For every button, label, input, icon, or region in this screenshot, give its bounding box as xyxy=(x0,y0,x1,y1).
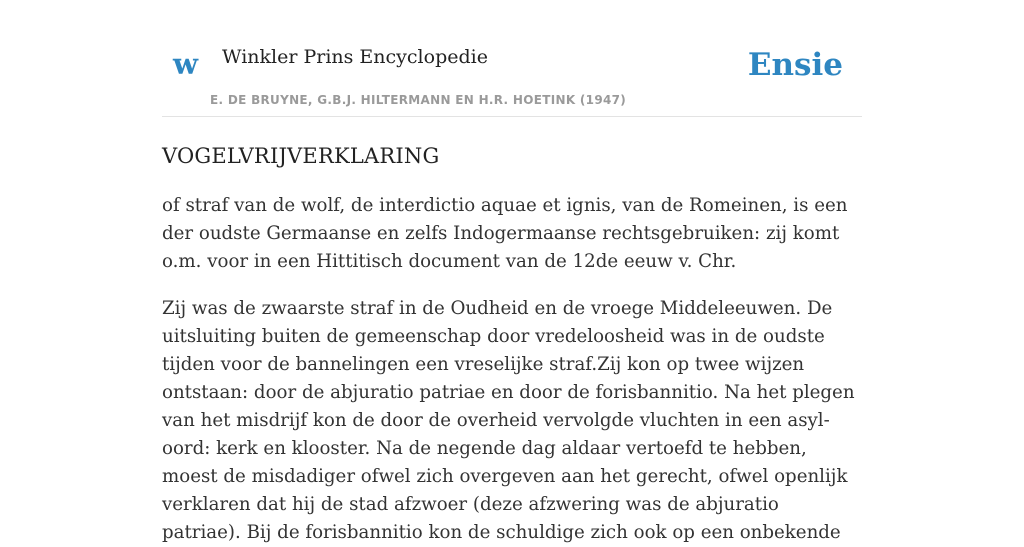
site-title-link[interactable]: Winkler Prins Encyclopedie xyxy=(222,46,488,68)
article-title: VOGELVRIJVERKLARING xyxy=(162,144,440,168)
brand-logo-link[interactable]: Ensie xyxy=(747,47,843,83)
article-paragraph-1: of straf van de wolf, de interdictio aquae et ignis, van de Romeinen, is een der oudste Germaanse en zelfs Indogermaanse rechtsgebruiken: zij komt o.m. voor in een Hittitisch document van de 12de eeuw v. Chr. xyxy=(162,195,848,273)
authors-line: E. DE BRUYNE, G.B.J. HILTERMANN EN H.R. HOETINK (1947) xyxy=(210,93,627,107)
page-container xyxy=(162,0,862,547)
article-paragraph-2: Zij was de zwaarste straf in de Oudheid en de vroege Middeleeuwen. De uitsluiting buiten de gemeenschap door vredeloosheid was in de oudste tijden voor de bannelingen een vreselijke straf.Zij kon op twee wijzen ontstaan: door de abjuratio patriae en door de forisbannitio. Na het plegen van het misdrijf kon de door de overheid vervolgde vluchten in een asyl-oord: kerk en klooster. Na de negende dag aldaar vertoefd te hebben, moest de misdadiger ofwel zich overgeven aan het gerecht, ofwel openlijk verklaren dat hij de stad afzwoer (deze afzwering was de abjuratio patriae). Bij de forisbannitio kon de schuldige zich ook op een onbekende xyxy=(162,298,855,544)
site-header xyxy=(162,0,862,117)
site-logo-icon[interactable]: w xyxy=(173,47,198,81)
